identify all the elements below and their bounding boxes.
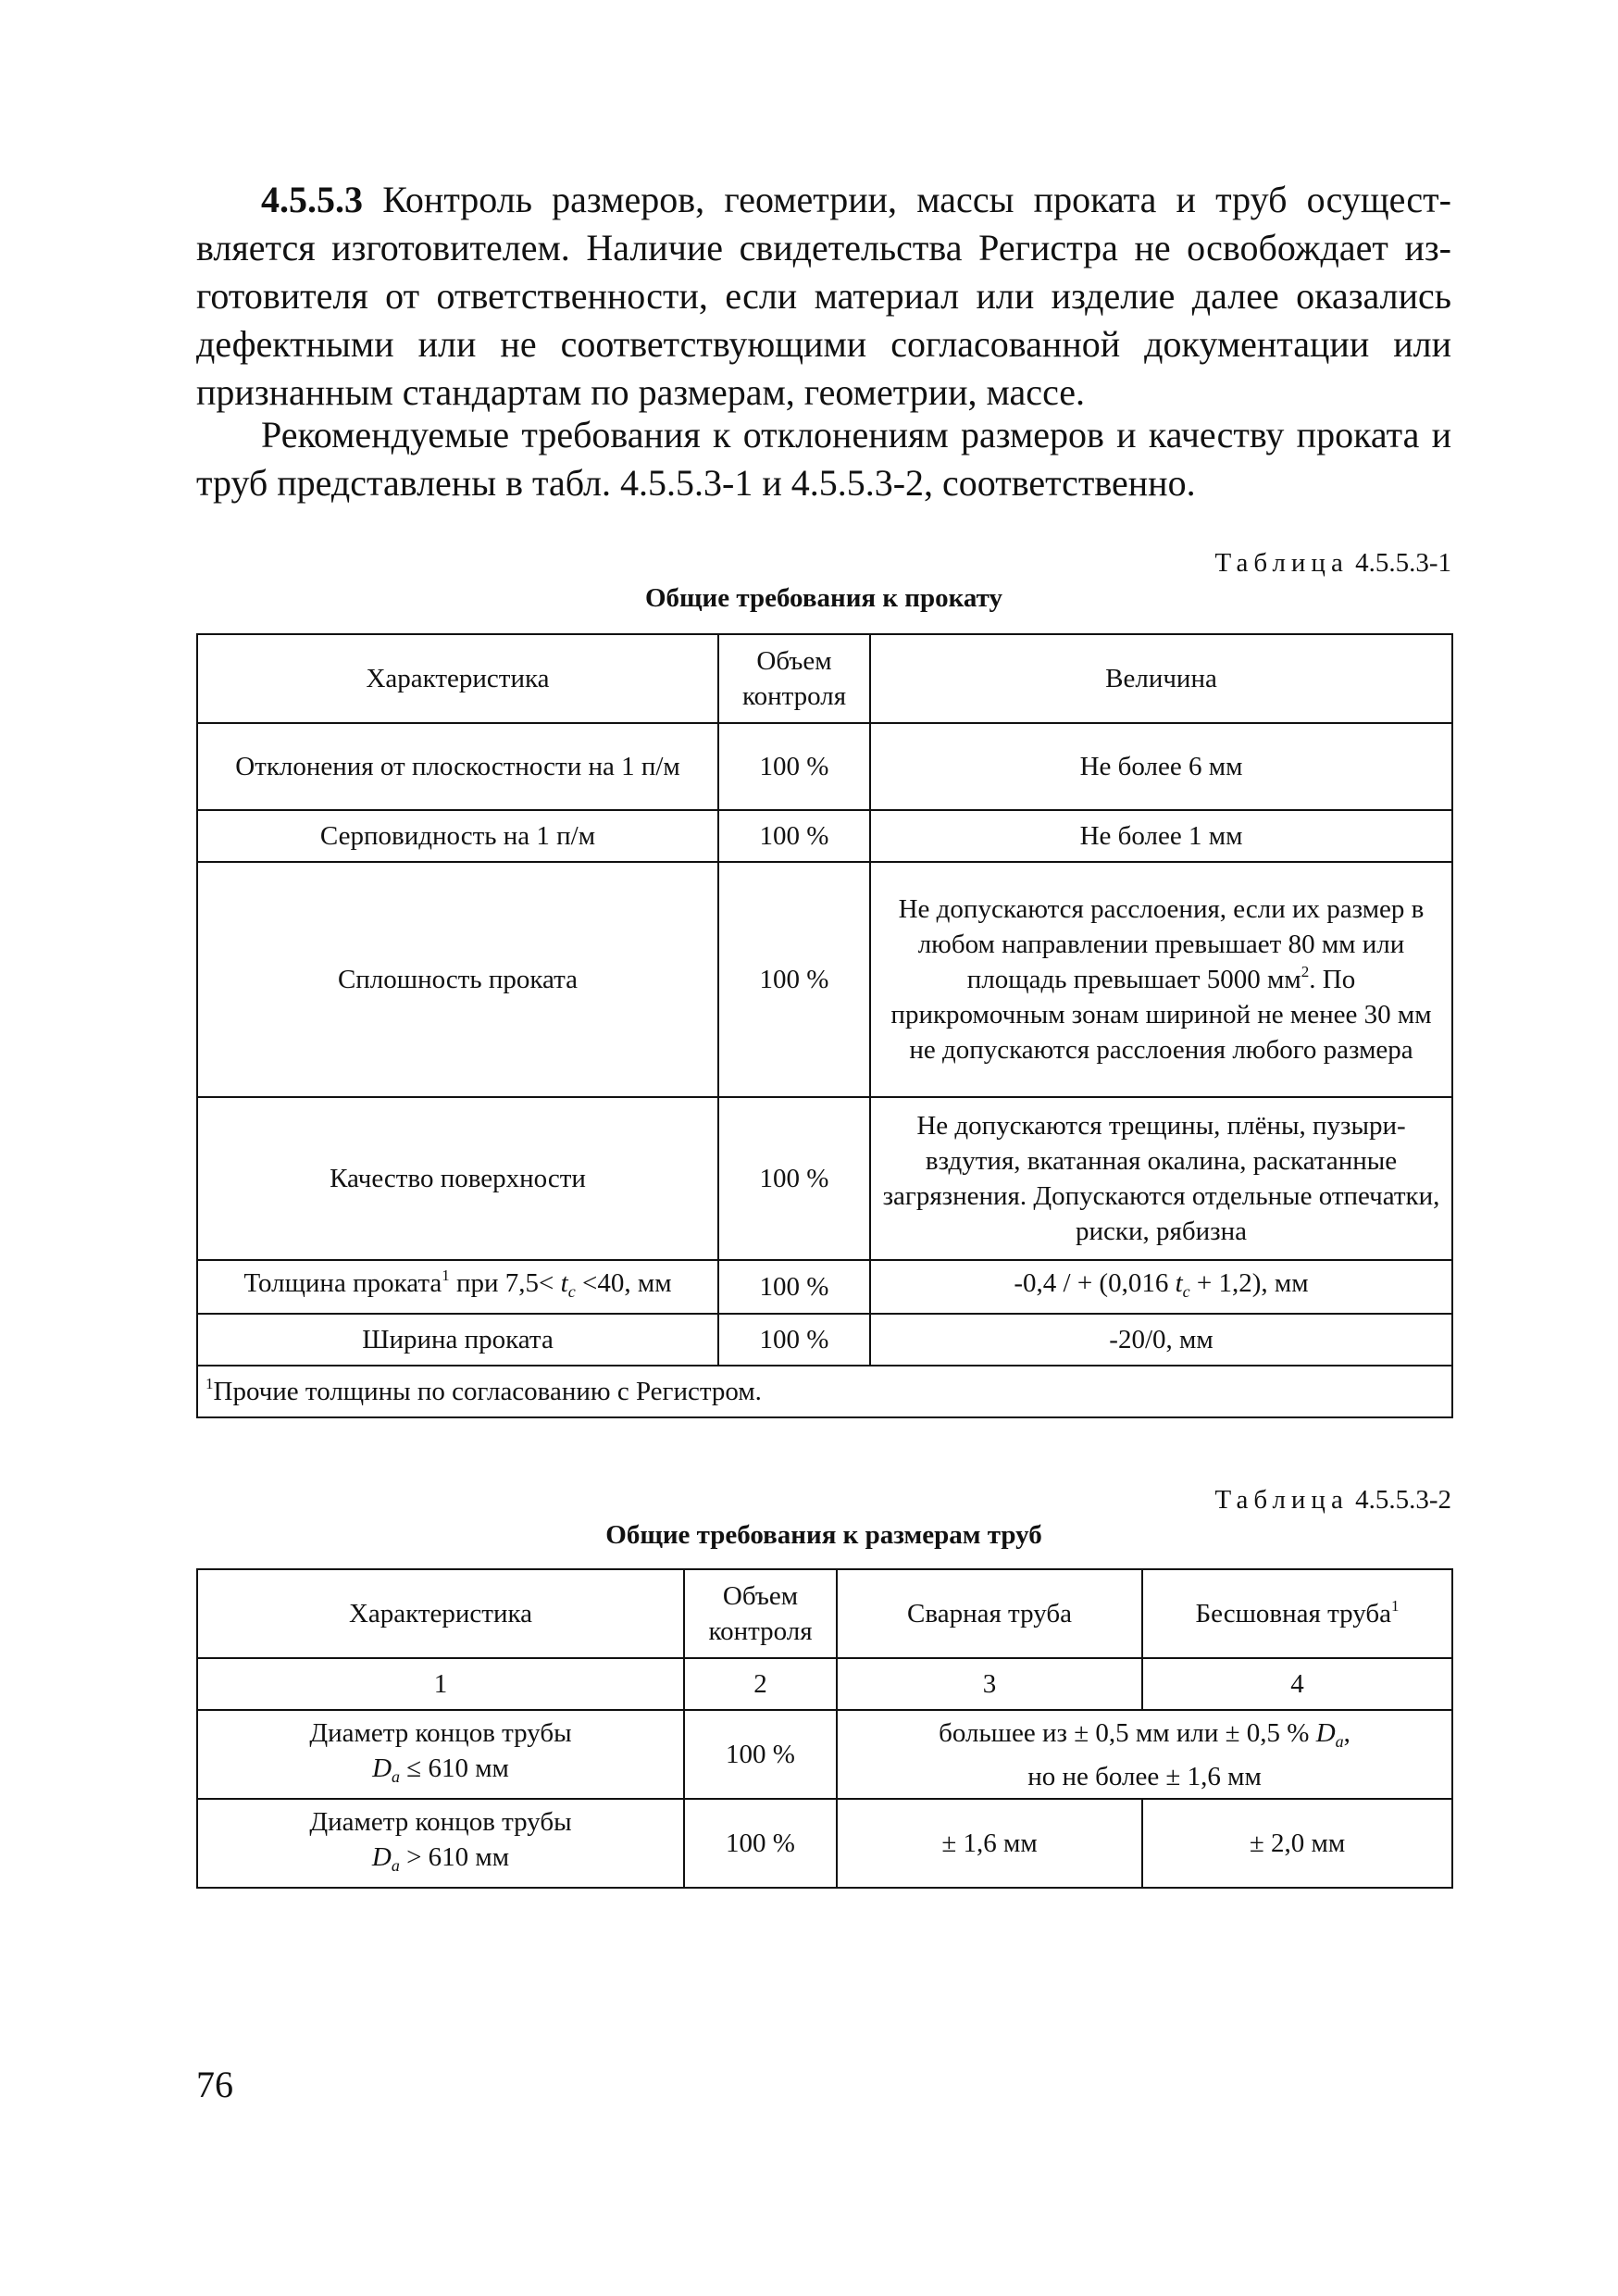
header-characteristic: Характеристика xyxy=(197,1569,684,1658)
paragraph-2-text: Рекомендуемые требования к отклонениям размеров и качеству проката и труб представлены в табл. 4.5.5.3-1 и 4.5.5.3-2, соответственно. xyxy=(196,414,1451,504)
header-control-volume: Объем контроля xyxy=(718,634,870,723)
page-number: 76 xyxy=(196,2064,233,2105)
paragraph-1-text: Контроль размеров, геометрии, массы проката и труб осуществляется изготовителем. Наличие свидетельства Регистра не освобождает изготовителя от ответственности, если материал или изделие далее оказались дефектными или не соответствующими согласованной документации или признанным стандартам по размерам, геометрии, массе. xyxy=(196,179,1451,413)
table-row: Диаметр концов трубы $D_a > 610$ мм 100 % ± 1,6 мм ± 2,0 мм xyxy=(197,1799,1452,1888)
table-row: Сплошность проката 100 % Не допускаются расслоения, если их размер в любом направлении превышает 80 мм или площадь превышает 5000 $мм^2$. По прикромочным зонам шириной не менее 30 мм не допускаются расслоения любого размера xyxy=(197,862,1452,1097)
section-number: 4.5.5.3 xyxy=(261,179,363,220)
table-2-column-numbers: 1 2 3 4 xyxy=(197,1658,1452,1710)
table-row: Диаметр концов трубы $D_a \le 610$ мм 100 % большее из ± 0,5 мм или ± 0,5 % $D_a$, но не более ± 1,6 мм xyxy=(197,1710,1452,1799)
table-1-footnote-row xyxy=(197,1366,1452,1417)
table-1 xyxy=(196,633,1453,1418)
table-2-title: Общие требования к размерам труб xyxy=(605,1520,1042,1550)
table-2-header-row xyxy=(197,1569,1452,1658)
table-row: Отклонения от плоскостности на 1 п/м 100 % Не более 6 мм xyxy=(197,723,1452,810)
table-1-title: Общие требования к прокату xyxy=(644,583,1003,613)
paragraph-4-5-5-3 xyxy=(196,176,1451,417)
header-value: Величина xyxy=(870,634,1452,723)
table-row: Толщина проката$^1$ при $7,5< t_c <40$, мм 100 % -0,4 / + (0,016 $t_c + 1,2$), мм xyxy=(197,1260,1452,1314)
header-seamless-pipe: Бесшовная труба$^1$ xyxy=(1142,1569,1452,1658)
paragraph-recommended xyxy=(196,411,1451,507)
table-row: Серповидность на 1 п/м 100 % Не более 1 мм xyxy=(197,810,1452,862)
header-welded-pipe: Сварная труба xyxy=(837,1569,1142,1658)
table-row: Качество поверхности 100 % Не допускаются трещины, плёны, пузыри-вздутия, вкатанная окалина, раскатанные загрязнения. Допускаются отдельные отпечатки, риски, рябизна xyxy=(197,1097,1452,1260)
table-2 xyxy=(196,1568,1453,1889)
header-characteristic: Характеристика xyxy=(197,634,718,723)
table-2-label: Таблица 4.5.5.3-2 xyxy=(1214,1485,1451,1515)
table-1-footnote: $^1$Прочие толщины по согласованию с Регистром. xyxy=(197,1366,1452,1417)
header-control-volume: Объем контроля xyxy=(684,1569,837,1658)
table-1-header-row xyxy=(197,634,1452,723)
table-1-label: Таблица 4.5.5.3-1 xyxy=(1214,548,1451,578)
table-row: Ширина проката 100 % -20/0, мм xyxy=(197,1314,1452,1366)
